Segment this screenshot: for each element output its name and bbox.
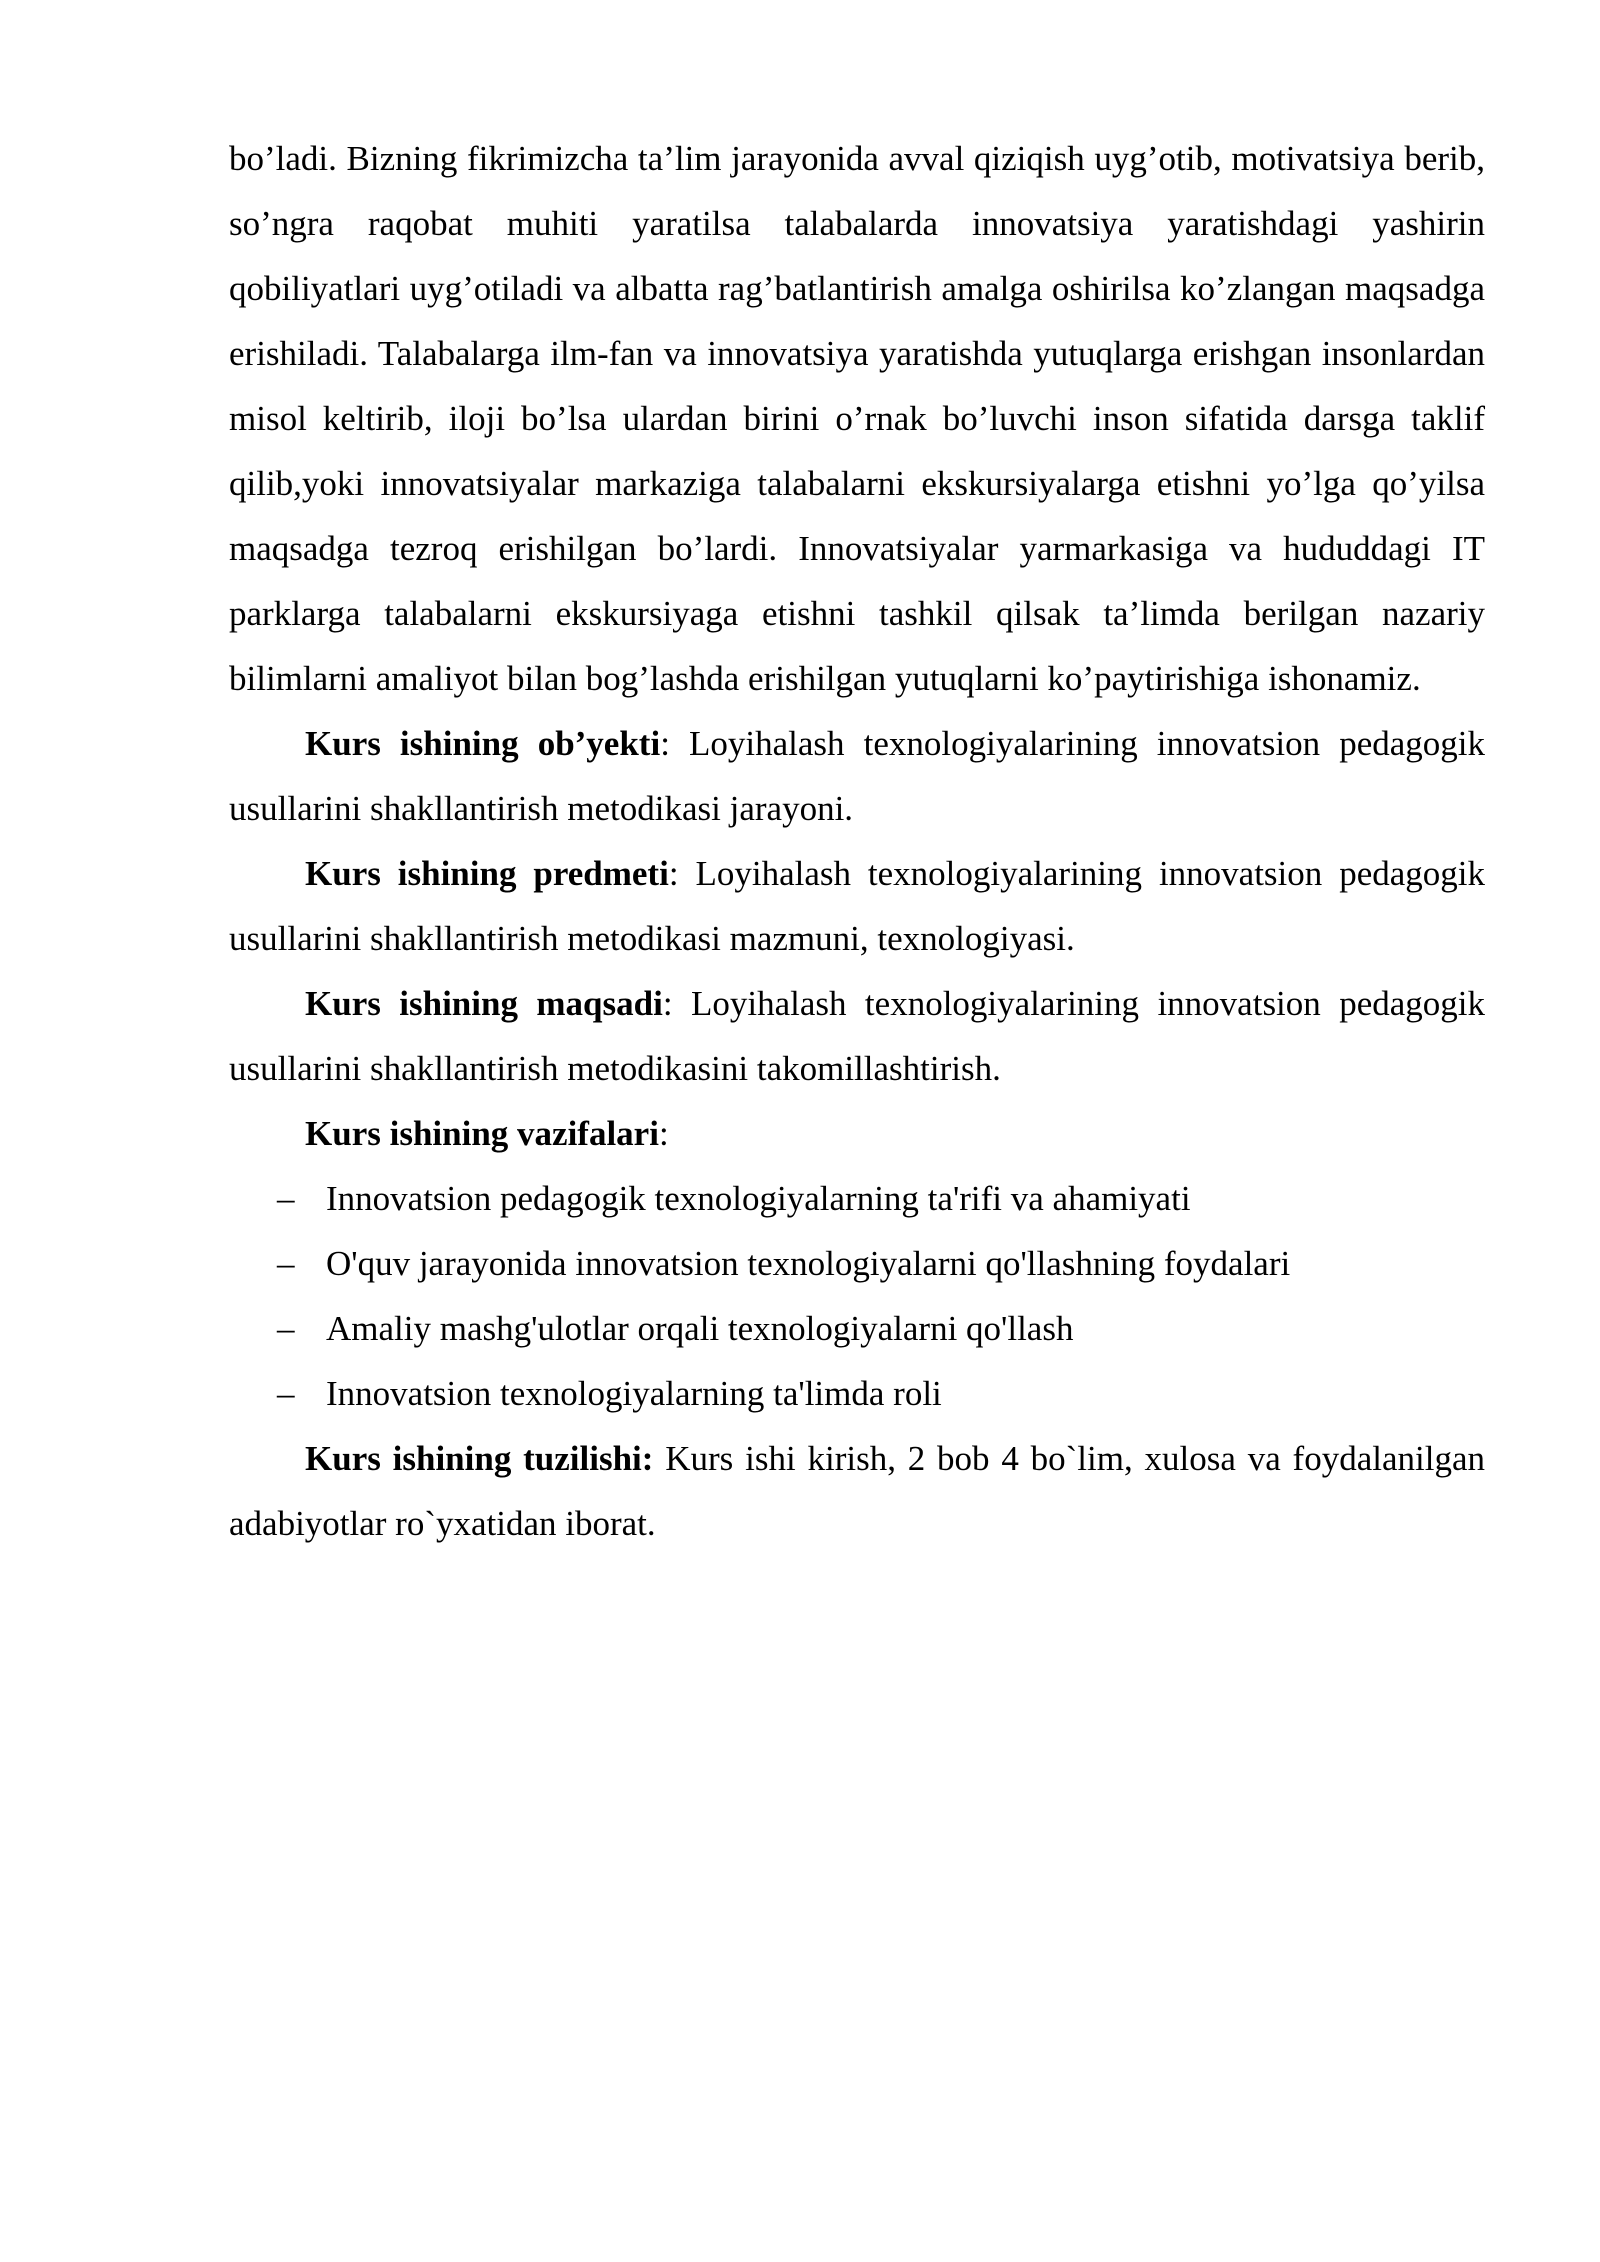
tasks-list — [229, 1166, 1485, 1426]
goal-text: Loyihalash texnologiyalarining innovatsion pedagogik usullarini shakllantirish metodikasini takomillashtirish. — [229, 984, 1486, 1088]
subject-label: Kurs ishining predmeti — [305, 854, 669, 893]
object-paragraph — [229, 711, 1485, 841]
list-item-text: Amaliy mashg'ulotlar orqali texnologiyalarni qo'llash — [326, 1309, 1074, 1348]
goal-label: Kurs ishining maqsadi — [305, 984, 663, 1023]
subject-text: Loyihalash texnologiyalarining innovatsion pedagogik usullarini shakllantirish metodikasi mazmuni, texnologiyasi. — [229, 854, 1485, 958]
list-item-text: O'quv jarayonida innovatsion texnologiyalarni qo'llashning foydalari — [326, 1244, 1291, 1283]
subject-paragraph — [229, 841, 1485, 971]
structure-text: Kurs ishi kirish, 2 bob 4 bo`lim, xulosa va foydalanilgan adabiyotlar ro`yxatidan iborat. — [229, 1439, 1485, 1543]
dash-bullet: – — [277, 1309, 295, 1348]
document-body — [229, 126, 1485, 1556]
dash-bullet: – — [277, 1244, 295, 1283]
list-item — [229, 1166, 1485, 1231]
list-item-text: Innovatsion texnologiyalarning ta'limda roli — [326, 1374, 942, 1413]
list-item — [229, 1231, 1485, 1296]
goal-paragraph — [229, 971, 1485, 1101]
dash-bullet: – — [277, 1374, 295, 1413]
object-text: Loyihalash texnologiyalarining innovatsion pedagogik usullarini shakllantirish metodikasi jarayoni. — [229, 724, 1485, 828]
structure-paragraph — [229, 1426, 1485, 1556]
dash-bullet: – — [277, 1179, 295, 1218]
subject-separator: : — [668, 854, 679, 893]
list-item-text: Innovatsion pedagogik texnologiyalarning ta'rifi va ahamiyati — [326, 1179, 1191, 1218]
list-item — [229, 1296, 1485, 1361]
object-separator: : — [660, 724, 670, 763]
object-label: Kurs ishining ob’yekti — [305, 724, 661, 763]
list-item — [229, 1361, 1485, 1426]
tasks-label: Kurs ishining vazifalari — [305, 1114, 659, 1153]
structure-label: Kurs ishining tuzilishi: — [305, 1439, 654, 1478]
tasks-separator: : — [658, 1114, 669, 1153]
goal-separator: : — [662, 984, 673, 1023]
intro-paragraph: bo’ladi. Bizning fikrimizcha ta’lim jarayonida avval qiziqish uyg’otib, motivatsiya berib, so’ngra raqobat muhiti yaratilsa talabalarda innovatsiya yaratishdagi yashirin qobiliyatlari uyg’otiladi va albatta rag’batlantirish amalga oshirilsa ko’zlangan maqsadga erishiladi. Talabalarga ilm-fan va innovatsiya yaratishda yutuqlarga erishgan insonlardan misol keltirib, iloji bo’lsa ulardan birini o’rnak bo’luvchi inson sifatida darsga taklif qilib,yoki innovatsiyalar markaziga talabalarni ekskursiyalarga etishni yo’lga qo’yilsa maqsadga tezroq erishilgan bo’lardi. Innovatsiyalar yarmarkasiga va hududdagi IT parklarga talabalarni ekskursiyaga etishni tashkil qilsak ta’limda berilgan nazariy bilimlarni amaliyot bilan bog’lashda erishilgan yutuqlarni ko’paytirishiga ishonamiz. — [229, 139, 1485, 698]
tasks-heading — [229, 1101, 1485, 1166]
